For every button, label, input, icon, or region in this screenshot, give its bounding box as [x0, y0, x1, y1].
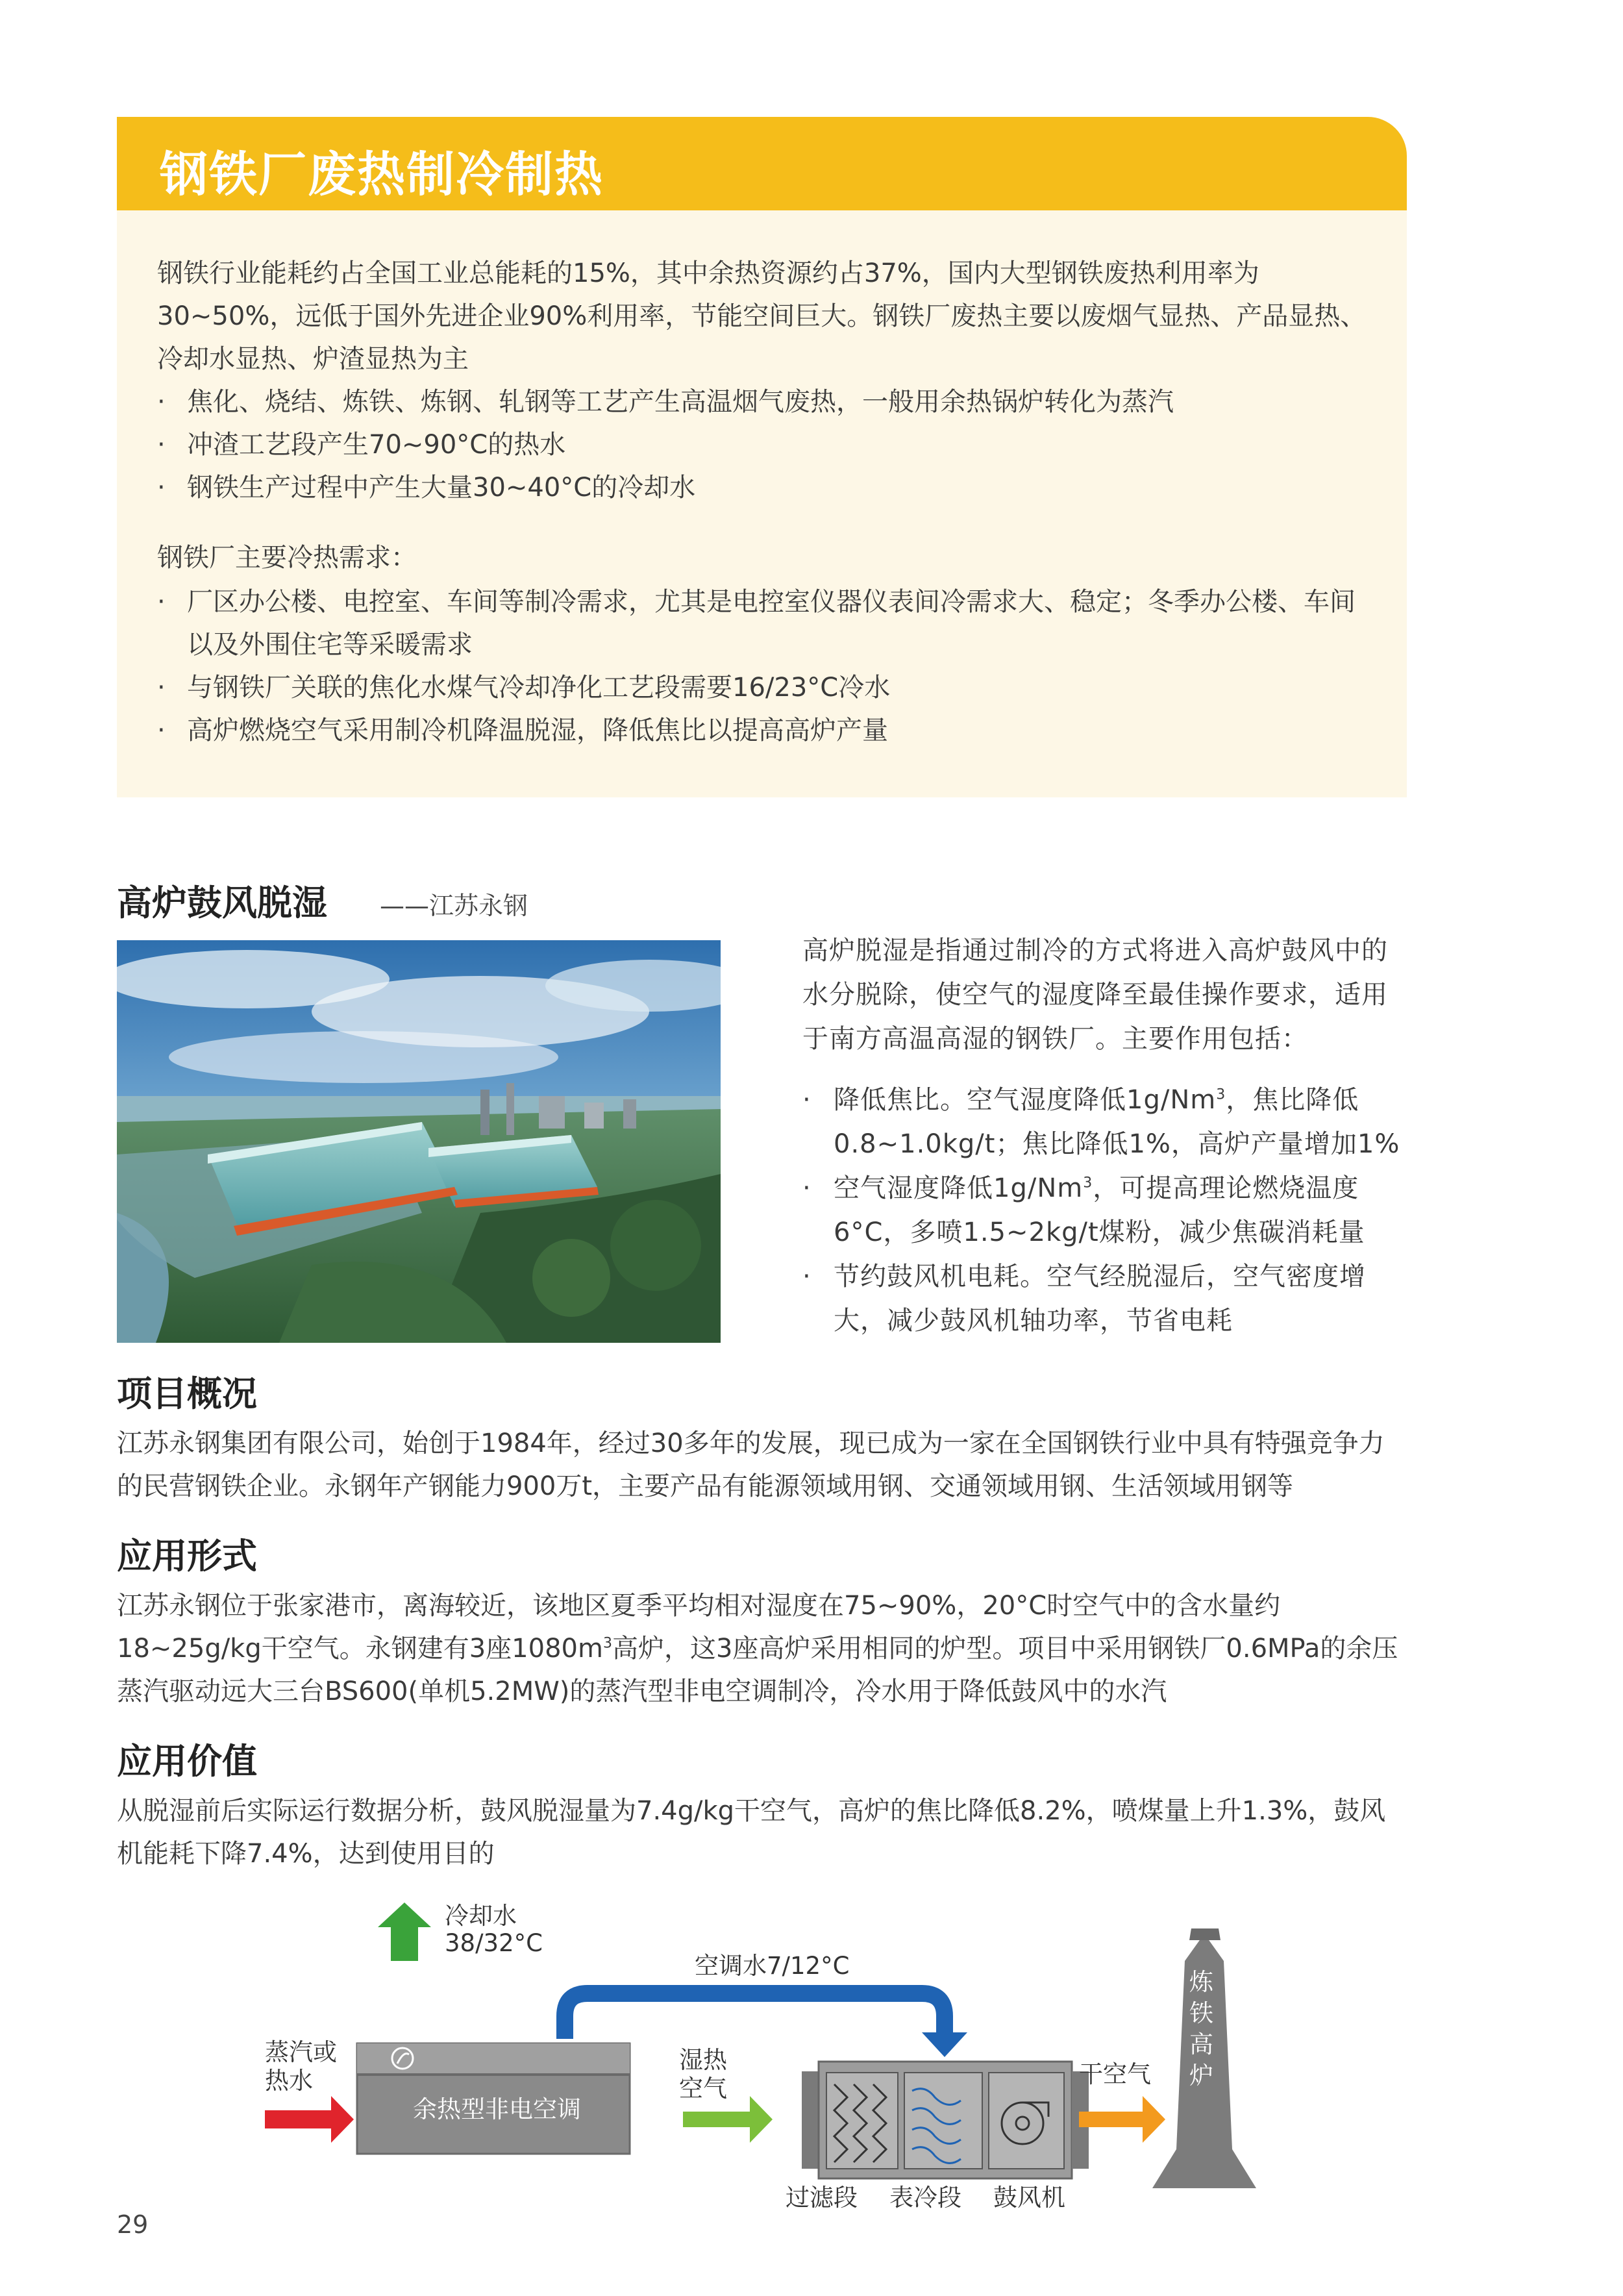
- application-text: 江苏永钢位于张家港市，离海较近，该地区夏季平均相对湿度在75~90%，20°C时空气中的含水量约18~25g/kg干空气。永钢建有3座$1080m^3$高炉，这3座高炉采用相同的炉型。项目中采用钢铁厂0.6MPa的余压蒸汽驱动远大三台BS600(单机5.2MW)的蒸汽型非电空调制冷，冷水用于降低鼓风中的水汽: [117, 1591, 1398, 1706]
- case-title: 高炉鼓风脱湿: [117, 882, 327, 923]
- steam-inlet-arrow: [265, 2096, 354, 2143]
- case-subtitle: ——江苏永钢: [380, 892, 528, 920]
- furnace-char-1: 炼: [1189, 1968, 1213, 1996]
- list-item: · 焦化、烧结、炼铁、炼钢、轧钢等工艺产生高温烟气废热，一般用余热锅炉转化为蒸汽: [157, 387, 1174, 417]
- section-header: [117, 117, 1407, 210]
- list-item: · 与钢铁厂关联的焦化水煤气冷却净化工艺段需要16/23°C冷水: [157, 673, 891, 703]
- overview-title: 项目概况: [117, 1373, 257, 1414]
- filter-label: 过滤段: [786, 2184, 858, 2212]
- page-number: 29: [117, 2210, 149, 2239]
- dry-air-label: 干空气: [1079, 2060, 1151, 2088]
- value-text: 从脱湿前后实际运行数据分析，鼓风脱湿量为7.4g/kg干空气，高炉的焦比降低8.2%，喷煤量上升1.3%，鼓风机能耗下降7.4%，达到使用目的: [117, 1796, 1386, 1869]
- effects-list: [802, 1078, 1406, 1343]
- humid-air-label-1: 湿热: [679, 2046, 727, 2074]
- steam-label-1: 蒸汽或: [265, 2038, 337, 2066]
- list-item: · 高炉燃烧空气采用制冷机降温脱湿，降低焦比以提高高炉产量: [157, 716, 888, 745]
- waste-heat-list: [157, 381, 1378, 509]
- overview-text: 江苏永钢集团有限公司，始创于1984年，经过30多年的发展，现已成为一家在全国钢铁行业中具有特强竞争力的民营钢铁企业。永钢年产钢能力900万t，主要产品有能源领域用钢、交通领域用钢、生活领域用钢等: [117, 1429, 1385, 1501]
- application-title: 应用形式: [117, 1536, 257, 1577]
- steel-plant-photo: [117, 940, 721, 1343]
- blower-label: 鼓风机: [993, 2184, 1065, 2212]
- case-description: [802, 929, 1406, 1343]
- intro-paragraph: 钢铁行业能耗约占全国工业总能耗的15%，其中余热资源约占37%，国内大型钢铁废热利用率为30~50%，远低于国外先进企业90%利用率，节能空间巨大。钢铁厂废热主要以废烟气显热、产品显热、冷却水显热、炉渣显热为主: [157, 258, 1367, 374]
- ac-water-pipe: [565, 1993, 945, 2039]
- air-handling-unit: [802, 2062, 1089, 2178]
- description-text: 高炉脱湿是指通过制冷的方式将进入高炉鼓风中的水分脱除，使空气的湿度降至最佳操作要求，适用于南方高温高湿的钢铁厂。主要作用包括：: [802, 936, 1388, 1054]
- demand-title: 钢铁厂主要冷热需求：: [157, 543, 417, 573]
- cooling-water-label: 冷却水: [445, 1902, 517, 1930]
- list-item: · 厂区办公楼、电控室、车间等制冷需求，尤其是电控室仪器仪表间冷需求大、稳定；冬季办公楼、车间以及外围住宅等采暖需求: [157, 587, 1356, 660]
- cooling-water-temp: 38/32°C: [445, 1929, 543, 1957]
- cooling-water-arrow: [378, 1903, 431, 1961]
- intro-box: [117, 210, 1407, 797]
- furnace-char-4: 炉: [1189, 2062, 1213, 2090]
- process-diagram: [247, 1902, 1350, 2212]
- humid-air-label-2: 空气: [679, 2075, 727, 2103]
- list-item: · 降低焦比。空气湿度降低1g/Nm$^3$，焦比降低0.8~1.0kg/t；焦比降低1%，高炉产量增加1%: [802, 1085, 1400, 1159]
- value-title: 应用价值: [117, 1741, 257, 1782]
- list-item: · 冲渣工艺段产生70~90°C的热水: [157, 430, 566, 460]
- list-item: · 节约鼓风机电耗。空气经脱湿后，空气密度增大，减少鼓风机轴功率，节省电耗: [802, 1262, 1366, 1336]
- section-title: 钢铁厂废热制冷制热: [160, 147, 604, 203]
- furnace-char-2: 铁: [1189, 1999, 1213, 2027]
- list-item: · 空气湿度降低1g/Nm$^3$，可提高理论燃烧温度6°C，多喷1.5~2kg/t煤粉，减少焦碳消耗量: [802, 1173, 1365, 1247]
- demand-list: [157, 580, 1378, 752]
- steam-label-2: 热水: [265, 2067, 313, 2095]
- furnace-char-3: 高: [1189, 2030, 1213, 2058]
- cooler-label: 表冷段: [889, 2184, 961, 2212]
- chiller-label: 余热型非电空调: [413, 2095, 581, 2123]
- dry-air-arrow: [1079, 2096, 1165, 2143]
- list-item: · 钢铁生产过程中产生大量30~40°C的冷却水: [157, 473, 696, 503]
- ac-water-label: 空调水7/12°C: [695, 1952, 850, 1980]
